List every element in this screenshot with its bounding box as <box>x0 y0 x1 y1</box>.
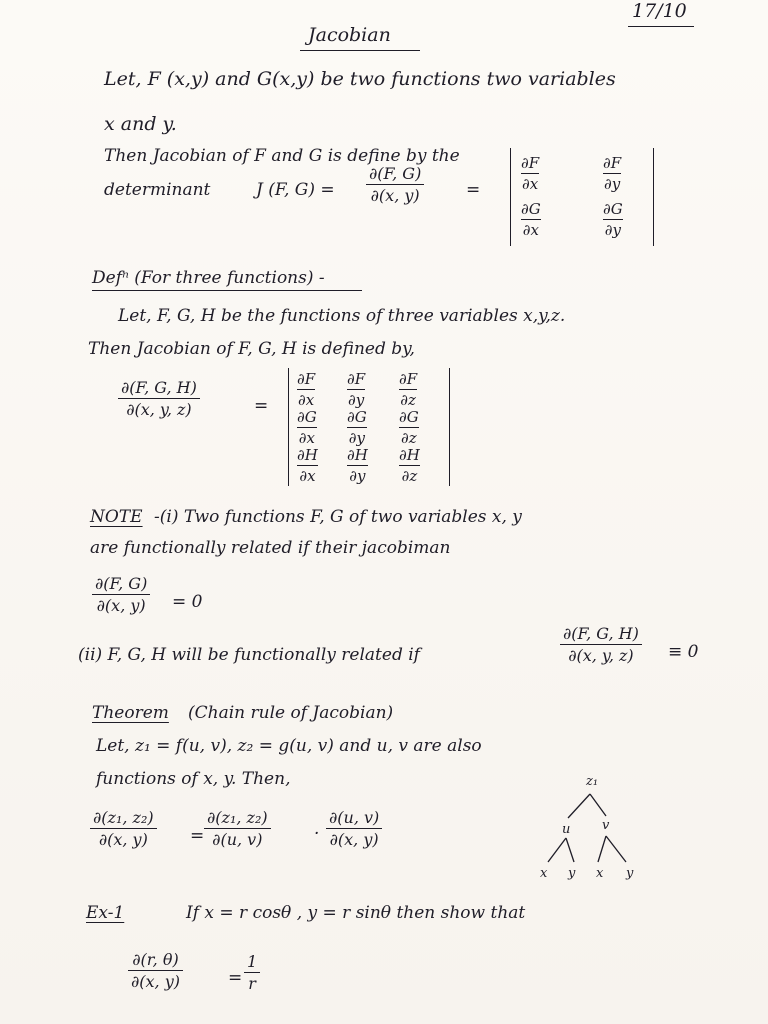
intro-jacobian-fraction <box>366 164 424 205</box>
determinant-3x3 <box>288 368 450 486</box>
def3-line-1: Let, F, G, H be the functions of three variables x,y,z. <box>118 306 566 326</box>
det3-cell-r3c3 <box>399 446 420 485</box>
fraction-denominator: ∂(x, y) <box>370 186 420 206</box>
note-line-1: -(i) Two functions F, G of two variables x, y <box>154 507 522 527</box>
cell-num: ∂G <box>297 408 317 426</box>
intro-determinant-label: determinant <box>104 180 211 200</box>
cell-bar <box>603 173 621 174</box>
cell-den: ∂x <box>522 221 539 240</box>
def3-line-2: Then Jacobian of F, G, H is defined by, <box>88 339 415 359</box>
det3-cell-r1c3 <box>399 370 417 409</box>
tree-u-label: u <box>562 822 571 837</box>
cell-bar <box>297 465 318 466</box>
intro-line-1: Let, F (x,y) and G(x,y) be two functions two variables <box>104 68 616 90</box>
theorem-label-text: Theorem <box>92 703 169 723</box>
fraction-denominator: ∂(x, y) <box>96 596 146 616</box>
cell-bar <box>603 219 623 220</box>
cell-num: ∂F <box>297 370 316 388</box>
intro-line-2: x and y. <box>104 113 177 135</box>
fraction-denominator: ∂(u, v) <box>212 830 263 850</box>
example-line: If x = r cosθ , y = r sinθ then show that <box>186 903 526 923</box>
note-fraction-2 <box>560 624 642 665</box>
fraction-denominator: ∂(x, y) <box>131 972 180 992</box>
theorem-line-2: functions of x, y. Then, <box>96 769 291 789</box>
cell-den: ∂y <box>349 467 366 486</box>
fraction-numerator: ∂(F, G) <box>95 574 148 593</box>
intro-equals: = <box>466 180 481 200</box>
tree-root-label: z₁ <box>586 774 599 789</box>
cell-num: ∂H <box>347 446 368 464</box>
fraction-numerator: ∂(F, G, H) <box>121 378 197 397</box>
fraction-numerator: ∂(F, G) <box>369 164 422 183</box>
cell-num: ∂G <box>399 408 419 426</box>
cell-bar <box>521 173 539 174</box>
cell-den: ∂y <box>603 175 621 194</box>
page-date: 17/10 <box>632 0 687 22</box>
cell-num: ∂F <box>603 154 622 172</box>
fraction-numerator: ∂(u, v) <box>329 808 380 827</box>
det-cell-c <box>521 200 541 239</box>
chain-dot: · <box>314 824 320 844</box>
theorem-line-1: Let, z₁ = f(u, v), z₂ = g(u, v) and u, v are also <box>96 736 482 756</box>
tree-leaf-x2: x <box>596 866 604 881</box>
cell-num: ∂G <box>347 408 367 426</box>
fraction-bar <box>204 828 271 829</box>
example-rhs-fraction <box>244 952 260 993</box>
def3-equals: = <box>254 396 269 416</box>
note-line-2: are functionally related if their jacobiman <box>90 538 451 558</box>
cell-bar <box>347 465 368 466</box>
cell-den: ∂z <box>400 391 416 410</box>
det3-cell-r1c2 <box>347 370 365 409</box>
note-label <box>90 507 143 527</box>
fraction-numerator: 1 <box>247 952 258 971</box>
def3-heading-underline <box>92 290 362 291</box>
det-cell-d <box>603 200 623 239</box>
cell-den: ∂x <box>521 175 539 194</box>
fraction-bar <box>244 972 260 973</box>
cell-den: ∂y <box>348 429 365 448</box>
def3-heading: Defⁿ (For three functions) - <box>92 268 325 288</box>
cell-bar <box>521 219 541 220</box>
cell-bar <box>297 389 315 390</box>
edge-v-x <box>598 836 606 862</box>
fraction-denominator: ∂(x, y, z) <box>568 646 634 666</box>
det-cell-a <box>521 154 539 193</box>
edge-root-v <box>590 794 606 816</box>
fraction-bar <box>118 398 200 399</box>
cell-bar <box>347 389 365 390</box>
chain-middle-fraction <box>204 808 271 849</box>
theorem-label <box>92 703 169 723</box>
note-line-3: (ii) F, G, H will be functionally related if <box>78 645 420 665</box>
intro-line-3: Then Jacobian of F and G is define by the <box>104 146 460 166</box>
fraction-numerator: ∂(z₁, z₂) <box>93 808 154 827</box>
example-label-text: Ex-1 <box>86 903 125 923</box>
chain-equals: = <box>190 826 205 846</box>
note-equals-zero: = 0 <box>172 592 203 612</box>
title-underline <box>300 50 420 51</box>
cell-den: ∂y <box>604 221 621 240</box>
cell-num: ∂H <box>297 446 318 464</box>
det-cell-b <box>603 154 621 193</box>
note-label-text: NOTE <box>90 507 143 527</box>
det3-cell-r1c1 <box>297 370 315 409</box>
cell-bar <box>399 427 419 428</box>
cell-bar <box>399 389 417 390</box>
fraction-numerator: ∂(F, G, H) <box>563 624 639 643</box>
cell-den: ∂z <box>401 467 418 486</box>
fraction-denominator: ∂(x, y) <box>329 830 379 850</box>
tree-leaf-y1: y <box>568 866 576 881</box>
fraction-denominator: ∂(x, y, z) <box>126 400 192 420</box>
tree-leaf-y2: y <box>626 866 634 881</box>
cell-bar <box>399 465 420 466</box>
fraction-bar <box>560 644 642 645</box>
tree-leaf-x1: x <box>540 866 548 881</box>
cell-den: ∂z <box>401 429 417 448</box>
det3-cell-r2c2 <box>347 408 367 447</box>
example-fraction <box>128 950 183 991</box>
edge-u-y <box>566 838 574 862</box>
cell-bar <box>297 427 317 428</box>
dependency-tree-diagram <box>536 790 656 870</box>
fraction-numerator: ∂(z₁, z₂) <box>207 808 268 827</box>
fraction-bar <box>366 184 424 185</box>
cell-num: ∂F <box>347 370 366 388</box>
example-label <box>86 903 124 923</box>
fraction-bar <box>326 828 382 829</box>
fraction-bar <box>90 828 157 829</box>
edge-v-y <box>606 836 626 862</box>
cell-bar <box>347 427 367 428</box>
cell-num: ∂F <box>521 154 540 172</box>
det3-cell-r2c3 <box>399 408 419 447</box>
cell-num: ∂G <box>521 200 541 218</box>
cell-num: ∂G <box>603 200 623 218</box>
tree-v-label: v <box>602 818 610 833</box>
fraction-denominator: ∂(x, y) <box>98 830 148 850</box>
date-underline <box>628 26 694 27</box>
def3-jacobian-fraction <box>118 378 200 419</box>
cell-den: ∂x <box>298 429 315 448</box>
cell-num: ∂H <box>399 446 420 464</box>
det3-cell-r3c1 <box>297 446 318 485</box>
cell-den: ∂x <box>297 391 315 410</box>
cell-num: ∂F <box>399 370 418 388</box>
theorem-title: (Chain rule of Jacobian) <box>188 703 394 723</box>
page-title: Jacobian <box>308 24 391 46</box>
chain-lhs-fraction <box>90 808 157 849</box>
jacobian-j-symbol: J (F, G) = <box>256 180 335 200</box>
fraction-numerator: ∂(r, θ) <box>132 950 179 969</box>
note-fraction-1 <box>92 574 150 615</box>
det3-cell-r2c1 <box>297 408 317 447</box>
example-equals: = <box>228 968 243 988</box>
cell-den: ∂y <box>347 391 365 410</box>
note-identically-zero: ≡ 0 <box>668 642 699 662</box>
determinant-2x2 <box>510 148 654 246</box>
chain-right-fraction <box>326 808 382 849</box>
cell-den: ∂x <box>299 467 316 486</box>
edge-root-u <box>568 794 590 818</box>
fraction-denominator: r <box>248 974 256 994</box>
edge-u-x <box>548 838 566 862</box>
fraction-bar <box>128 970 183 971</box>
fraction-bar <box>92 594 150 595</box>
det3-cell-r3c2 <box>347 446 368 485</box>
